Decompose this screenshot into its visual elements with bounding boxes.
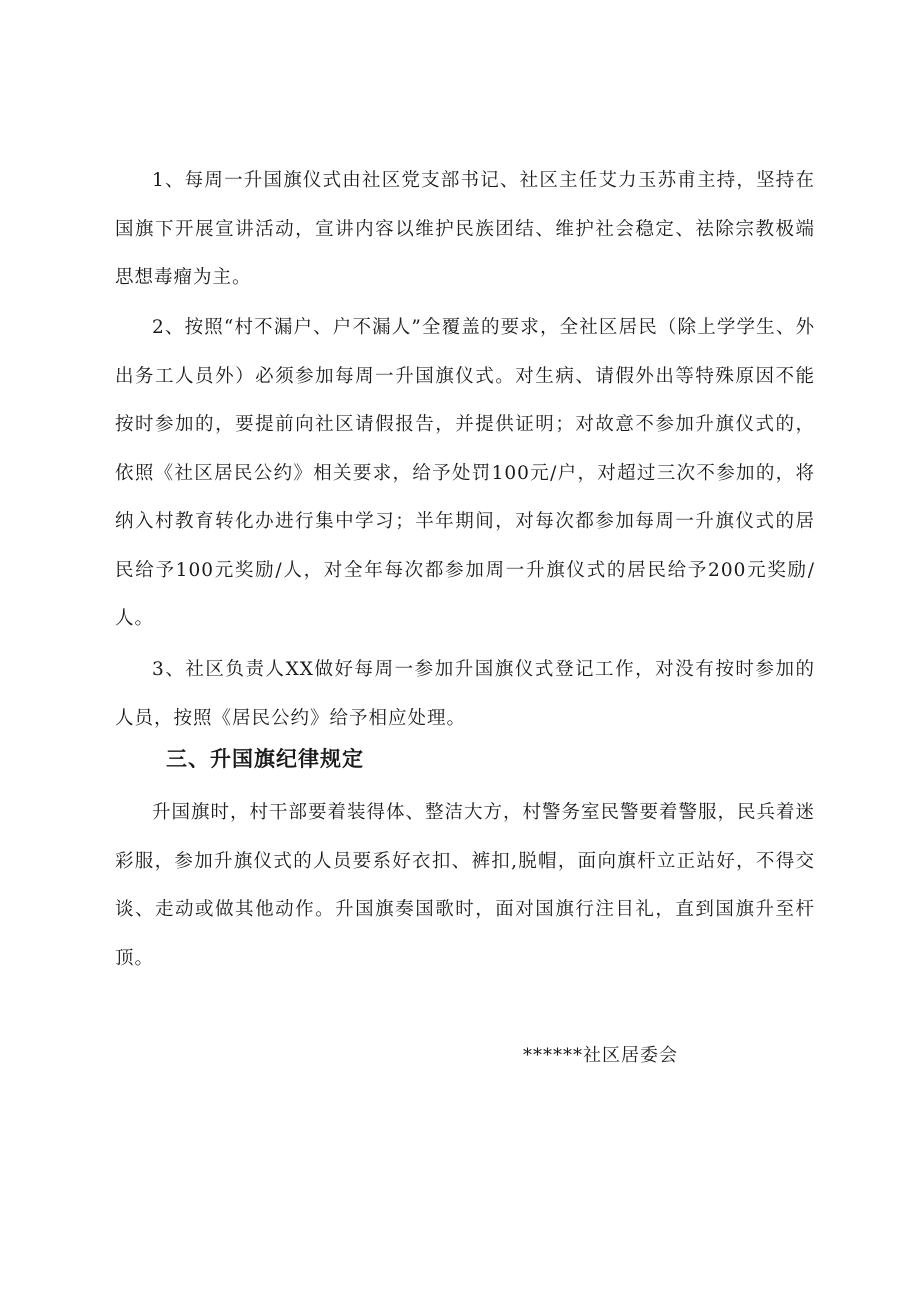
paragraph-rule-2: 2、按照“村不漏户、户不漏人”全覆盖的要求，全社区居民（除上学学生、外出务工人员外）必须参加每周一升国旗仪式。对生病、请假外出等特殊原因不能按时参加的，要提前向社区请假报告，并提供证明；对故意不参加升旗仪式的，依照《社区居民公约》相关要求，给予处罚100元/户，对超过三次不参加的，将纳入村教育转化办进行集中学习；半年期间，对每次都参加每周一升旗仪式的居民给予100元奖励/人，对全年每次都参加周一升旗仪式的居民给予200元奖励/人。 [115, 317, 815, 629]
paragraph-rule-1: 1、每周一升国旗仪式由社区党支部书记、社区主任艾力玉苏甫主持，坚持在国旗下开展宣讲活动，宣讲内容以维护民族团结、维护社会稳定、祛除宗教极端思想毒瘤为主。 [115, 170, 815, 288]
section-heading: 三、升国旗纪律规定 [166, 747, 364, 771]
paragraph-discipline: 升国旗时，村干部要着装得体、整洁大方，村警务室民警要着警服，民兵着迷彩服，参加升旗仪式的人员要系好衣扣、裤扣,脱帽，面向旗杆立正站好，不得交谈、走动或做其他动作。升国旗奏国歌时，面对国旗行注目礼，直到国旗升至杆顶。 [115, 802, 816, 969]
signature: ******社区居委会 [523, 1045, 678, 1066]
paragraph-rule-3: 3、社区负责人XX做好每周一参加升国旗仪式登记工作，对没有按时参加的人员，按照《居民公约》给予相应处理。 [115, 659, 815, 729]
